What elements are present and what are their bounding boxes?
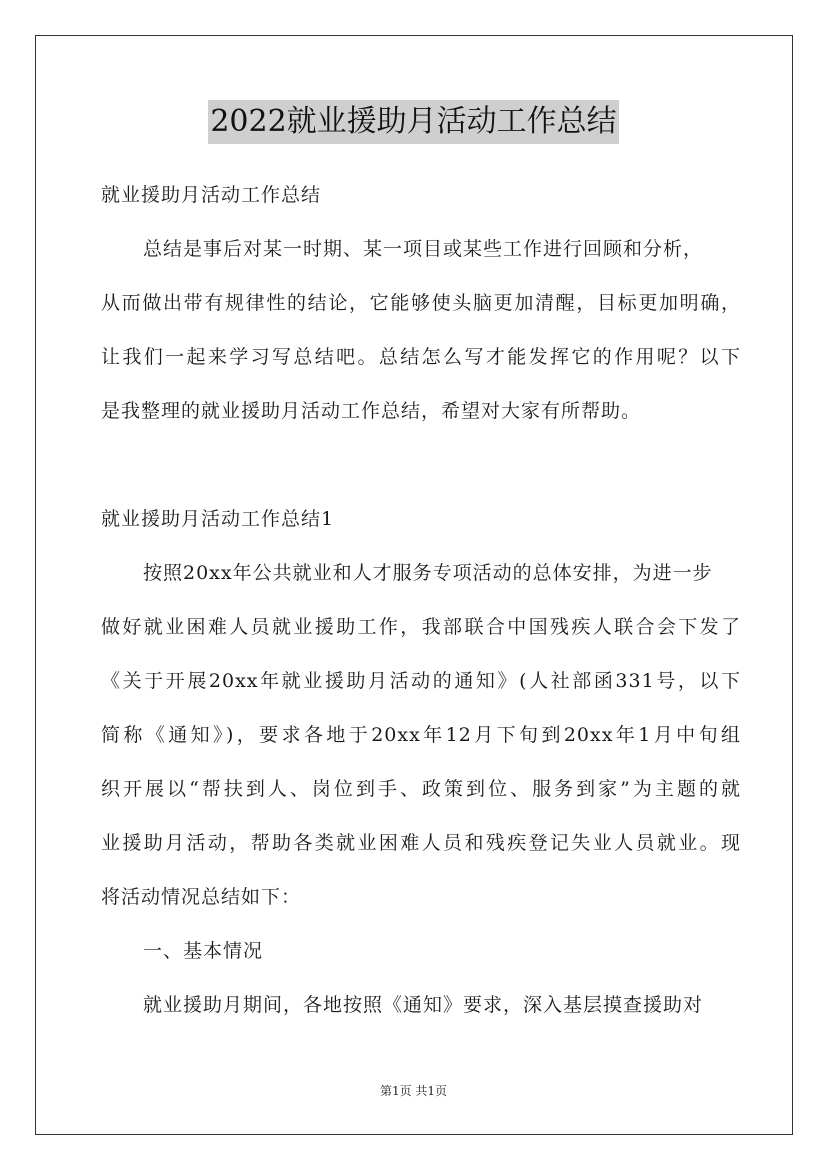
body-paragraph-line: 业援助月活动，帮助各类就业困难人员和残疾登记失业人员就业。现 — [101, 832, 741, 854]
body-paragraph-line: 简称《通知》)，要求各地于20xx年12月下旬到20xx年1月中旬组 — [101, 724, 741, 746]
subheading: 一、基本情况 — [143, 940, 264, 962]
paragraph-spacer — [101, 438, 741, 492]
section-heading: 就业援助月活动工作总结1 — [101, 508, 335, 530]
body-paragraph-line: 织开展以“帮扶到人、岗位到手、政策到位、服务到家”为主题的就 — [101, 778, 741, 800]
intro-paragraph-line: 让我们一起来学习写总结吧。总结怎么写才能发挥它的作用呢？以下 — [101, 346, 741, 368]
intro-paragraph-line: 是我整理的就业援助月活动工作总结，希望对大家有所帮助。 — [101, 400, 642, 422]
document-subtitle: 就业援助月活动工作总结 — [101, 184, 322, 206]
body-paragraph-line: 做好就业困难人员就业援助工作，我部联合中国残疾人联合会下发了 — [101, 616, 741, 638]
document-body — [101, 168, 741, 1032]
body-paragraph-line: 将活动情况总结如下： — [101, 886, 302, 908]
body-paragraph-line: 《关于开展20xx年就业援助月活动的通知》(人社部函331号，以下 — [101, 670, 741, 692]
intro-paragraph-line: 总结是事后对某一时期、某一项目或某些工作进行回顾和分析， — [143, 238, 704, 260]
document-title: 2022就业援助月活动工作总结 — [208, 100, 618, 144]
intro-paragraph-line: 从而做出带有规律性的结论，它能够使头脑更加清醒，目标更加明确， — [101, 292, 741, 314]
title-container — [0, 100, 827, 144]
body-paragraph-line: 按照20xx年公共就业和人才服务专项活动的总体安排，为进一步 — [143, 562, 713, 584]
page-number: 第1页 共1页 — [379, 1084, 448, 1098]
body-paragraph-line: 就业援助月期间，各地按照《通知》要求，深入基层摸查援助对 — [143, 994, 704, 1016]
